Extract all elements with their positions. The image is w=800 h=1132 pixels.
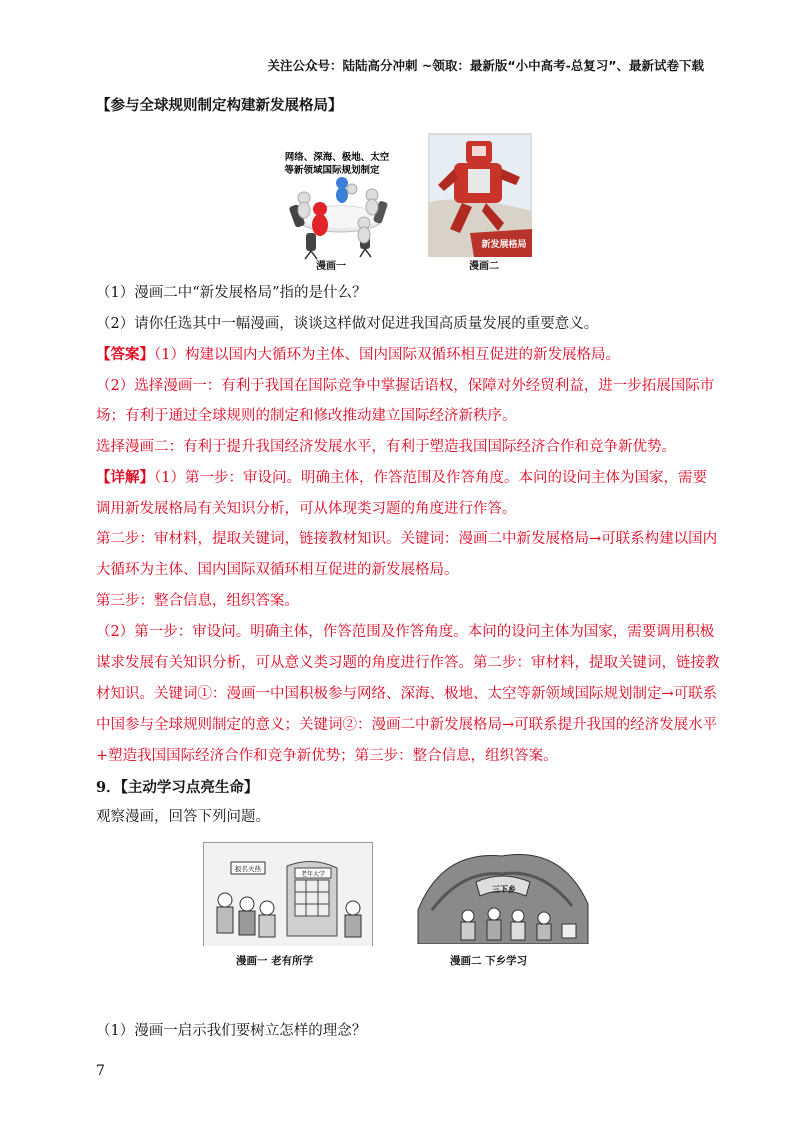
detail-text-1: （1）第一步：审设问。明确主体，作答范围及作答角度。本问的设问主体为国家，需要 <box>154 470 707 486</box>
countryside-learning-illustration <box>412 840 592 970</box>
detail-line-2: 调用新发展格局有关知识分析，可从体现类习题的角度进行作答。 <box>96 501 517 517</box>
detail-line-4: 大循环为主体、国内国际双循环相互促进的新发展格局。 <box>96 562 459 578</box>
question-2: （2）请你任选其中一幅漫画，谈谈这样做对促进我国高质量发展的重要意义。 <box>96 316 599 332</box>
detail-tag: 【详解】 <box>96 469 154 486</box>
question-number: 9． <box>96 779 121 796</box>
section-title: 【参与全球规则制定构建新发展格局】 <box>96 97 343 114</box>
detail-line-3: 第二步：审材料，提取关键词，链接教材知识。关键词：漫画二中新发展格局→可联系构建以国内 <box>96 531 718 547</box>
banner-text: 三下乡 <box>492 885 516 894</box>
comic-one-text-line2: 等新领域国际规划制定 <box>284 165 380 176</box>
detail-line-10: +塑造我国国际经济合作和竞争新优势；第三步：整合信息，组织答案。 <box>96 748 558 764</box>
detail-line-9: 中国参与全球规则制定的意义；关键词②：漫画二中新发展格局→可联系提升我国的经济发展水平 <box>96 717 718 733</box>
comic-two-sign-text: 新发展格局 <box>481 240 527 250</box>
elder-university-illustration <box>203 842 373 970</box>
comic-two-caption: 漫画二 <box>469 261 499 272</box>
detail-line-7: 谋求发展有关知识分析，可从意义类习题的角度进行作答。第二步：审材料，提取关键词，链接教 <box>96 655 720 671</box>
comic-one-text-line1: 网络、深海、极地、太空 <box>284 152 390 163</box>
page-header: 关注公众号：陆陆高分冲刺 ~领取：最新版“小中高考-总复习”、最新试卷下载 <box>267 58 704 73</box>
question-1: （1）漫画二中“新发展格局”指的是什么？ <box>96 285 367 301</box>
building-sign-text: 老年大学 <box>300 871 326 878</box>
round-table-meeting-illustration <box>272 143 402 267</box>
comic-countryside-learning-image <box>412 840 592 970</box>
question-9-heading <box>96 778 258 798</box>
detail-line-6: （2）第一步：审设问。明确主体，作答范围及作答角度。本问的设问主体为国家，需要调用积极 <box>96 624 715 640</box>
answer-line-4: 选择漫画二：有利于提升我国经济发展水平，有利于塑造我国国际经济合作和竞争新优势。 <box>96 439 676 455</box>
crowd-sign-text: 报名火热 <box>235 865 261 873</box>
detail-line-1 <box>96 468 707 488</box>
detail-line-8: 材知识。关键词①：漫画一中国积极参与网络、深海、极地、太空等新领域国际规划制定→可联系 <box>96 686 718 702</box>
answer-line-2: （2）选择漫画一：有利于我国在国际竞争中掌握话语权，保障对外经贸利益，进一步拓展国际市 <box>96 378 715 394</box>
comic-two-image <box>428 133 532 257</box>
comic-countryside-learning-caption: 漫画二 下乡学习 <box>450 955 528 967</box>
comic-elder-learning-caption: 漫画一 老有所学 <box>236 955 314 967</box>
page-number: 7 <box>96 1063 105 1079</box>
answer-1: （1）构建以国内大循环为主体、国内国际双循环相互促进的新发展格局。 <box>154 347 620 363</box>
detail-line-5: 第三步：整合信息，组织答案。 <box>96 593 299 609</box>
answer-tag: 【答案】 <box>96 346 154 363</box>
answer-line-3: 场；有利于通过全球规则的制定和修改推动建立国际经济新秩序。 <box>96 408 517 424</box>
comic-one-image <box>272 143 402 267</box>
answer-line-1 <box>96 345 620 365</box>
comic-one-caption: 漫画一 <box>316 261 346 272</box>
red-robot-running-illustration <box>428 133 532 257</box>
question-9-intro: 观察漫画，回答下列问题。 <box>96 809 270 825</box>
question-9-1: （1）漫画一启示我们要树立怎样的理念？ <box>96 1023 367 1039</box>
question-9-title: 【主动学习点亮生命】 <box>120 779 259 796</box>
comic-elder-learning-image <box>203 842 373 970</box>
